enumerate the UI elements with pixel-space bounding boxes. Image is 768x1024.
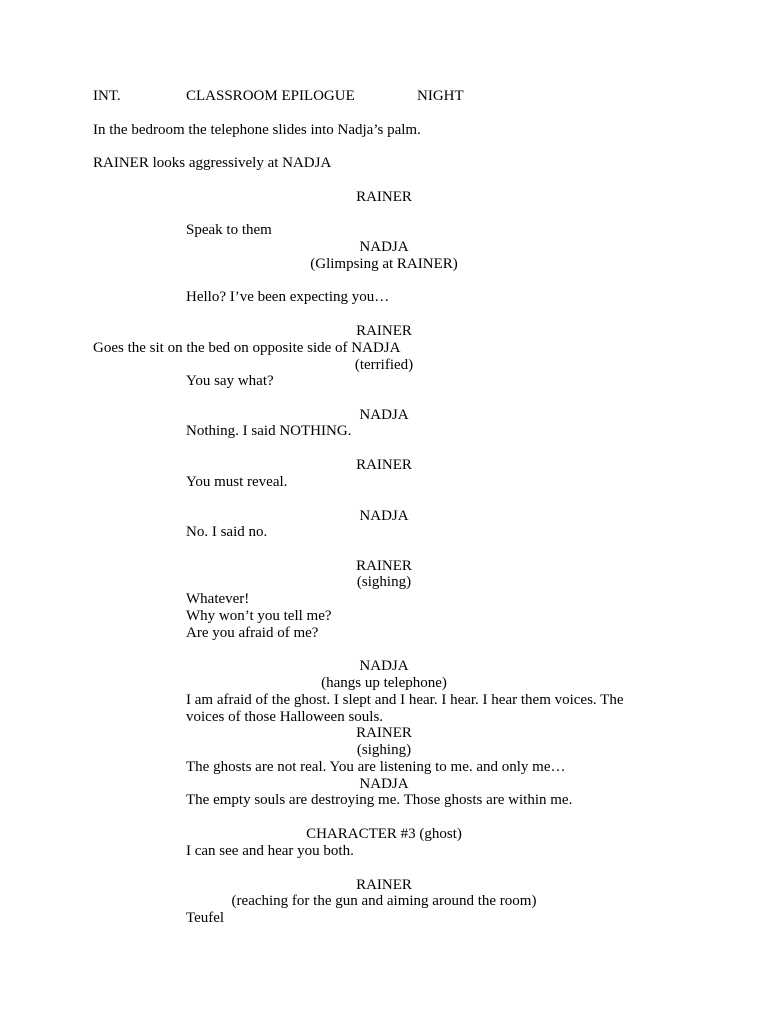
action-line: In the bedroom the telephone slides into Nadja’s palm. — [93, 122, 421, 138]
dialogue-line: I can see and hear you both. — [186, 843, 354, 859]
dialogue-line: You must reveal. — [186, 474, 288, 490]
dialogue-line: No. I said no. — [186, 524, 268, 540]
character-name: RAINER — [356, 877, 412, 893]
parenthetical: (hangs up telephone) — [321, 675, 447, 691]
dialogue-line: Whatever! — [186, 591, 250, 607]
character-name: RAINER — [356, 725, 412, 741]
character-name: RAINER — [356, 558, 412, 574]
scene-heading-int: INT. — [93, 88, 121, 104]
character-name: NADJA — [359, 508, 409, 524]
character-name: RAINER — [356, 457, 412, 473]
parenthetical: (sighing) — [356, 742, 412, 758]
dialogue-line: Teufel — [186, 910, 225, 926]
dialogue-line: The ghosts are not real. You are listening to me. and only me… — [186, 759, 566, 775]
action-line: Goes the sit on the bed on opposite side of NADJA — [93, 340, 401, 356]
dialogue-line: You say what? — [186, 373, 274, 389]
parenthetical: (sighing) — [356, 574, 412, 590]
dialogue-line: Speak to them — [186, 222, 272, 238]
character-name: NADJA — [359, 239, 409, 255]
character-name: NADJA — [359, 776, 409, 792]
character-name: RAINER — [356, 189, 412, 205]
dialogue-line: I am afraid of the ghost. I slept and I hear. I hear. I hear them voices. The — [186, 692, 624, 708]
parenthetical: (Glimpsing at RAINER) — [310, 256, 458, 272]
parenthetical: (terrified) — [354, 357, 414, 373]
action-line: RAINER looks aggressively at NADJA — [93, 155, 332, 171]
dialogue-line: voices of those Halloween souls. — [186, 709, 384, 725]
character-name: NADJA — [359, 407, 409, 423]
dialogue-line: The empty souls are destroying me. Those ghosts are within me. — [186, 792, 573, 808]
dialogue-line: Hello? I’ve been expecting you… — [186, 289, 390, 305]
scene-heading-location: CLASSROOM EPILOGUE — [186, 88, 355, 104]
dialogue-line: Why won’t you tell me? — [186, 608, 332, 624]
parenthetical: (reaching for the gun and aiming around the room) — [231, 893, 537, 909]
character-name: NADJA — [359, 658, 409, 674]
dialogue-line: Nothing. I said NOTHING. — [186, 423, 352, 439]
character-name: CHARACTER #3 (ghost) — [306, 826, 462, 842]
scene-heading-time: NIGHT — [417, 88, 464, 104]
character-name: RAINER — [356, 323, 412, 339]
dialogue-line: Are you afraid of me? — [186, 625, 319, 641]
